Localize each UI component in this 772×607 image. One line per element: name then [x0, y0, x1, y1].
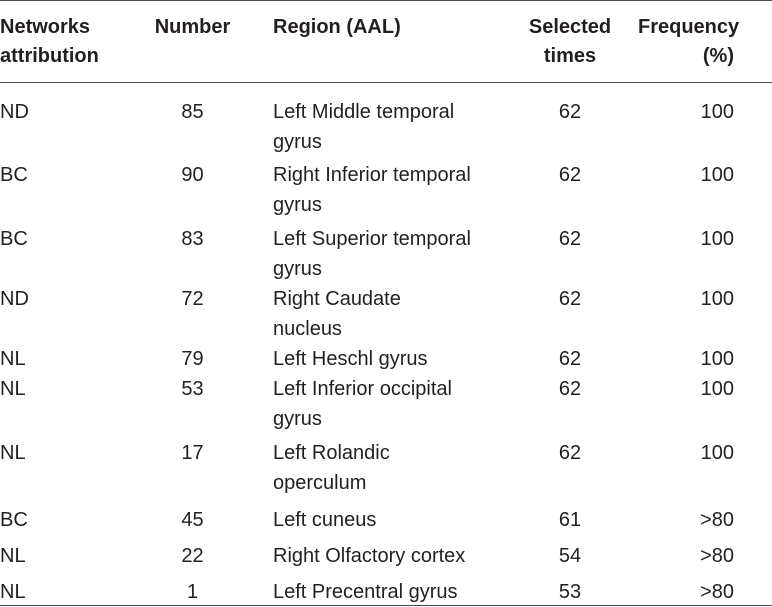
header-region: Region (AAL): [273, 16, 401, 38]
cell-selected-times: 62: [558, 164, 582, 186]
cell-selected-times: 62: [558, 101, 582, 123]
cell-frequency: 100: [700, 442, 734, 464]
cell-number: 83: [181, 228, 204, 250]
cell-selected-times: 62: [558, 288, 582, 310]
cell-region: Left cuneus: [273, 509, 377, 531]
cell-number: 72: [181, 288, 204, 310]
cell-selected-times: 54: [558, 545, 582, 567]
cell-selected-times: 62: [558, 442, 582, 464]
cell-number: 85: [181, 101, 204, 123]
cell-networks-attribution: BC: [0, 228, 28, 250]
cell-region: Left Rolandic operculum: [273, 442, 390, 494]
cell-networks-attribution: BC: [0, 164, 28, 186]
header-frequency: Frequency (%): [638, 16, 740, 67]
cell-number: 53: [181, 378, 204, 400]
cell-selected-times: 53: [558, 581, 582, 603]
cell-frequency: >80: [700, 509, 734, 531]
cell-networks-attribution: NL: [0, 348, 26, 370]
header-rule: [0, 82, 772, 83]
cell-networks-attribution: NL: [0, 378, 26, 400]
cell-selected-times: 62: [558, 348, 582, 370]
cell-networks-attribution: ND: [0, 288, 29, 310]
cell-number: 17: [181, 442, 204, 464]
header-number: Number: [154, 16, 231, 38]
cell-frequency: 100: [700, 101, 734, 123]
cell-region: Left Precentral gyrus: [273, 581, 458, 603]
cell-frequency: >80: [700, 581, 734, 603]
cell-networks-attribution: ND: [0, 101, 29, 123]
cell-region: Right Inferior temporal gyrus: [273, 164, 471, 216]
cell-selected-times: 62: [558, 378, 582, 400]
cell-frequency: 100: [700, 228, 734, 250]
cell-number: 1: [186, 581, 199, 603]
cell-selected-times: 62: [558, 228, 582, 250]
cell-frequency: 100: [700, 164, 734, 186]
cell-region: Left Middle temporal gyrus: [273, 101, 455, 153]
cell-frequency: 100: [700, 378, 734, 400]
cell-region: Left Superior temporal gyrus: [273, 228, 471, 280]
cell-number: 79: [181, 348, 204, 370]
cell-region: Left Inferior occipital gyrus: [273, 378, 452, 430]
cell-networks-attribution: NL: [0, 545, 26, 567]
cell-networks-attribution: BC: [0, 509, 28, 531]
cell-number: 22: [181, 545, 204, 567]
cell-region: Left Heschl gyrus: [273, 348, 428, 370]
cell-frequency: 100: [700, 288, 734, 310]
cell-networks-attribution: NL: [0, 581, 26, 603]
cell-frequency: >80: [700, 545, 734, 567]
cell-number: 45: [181, 509, 204, 531]
cell-networks-attribution: NL: [0, 442, 26, 464]
header-networks-attribution: Networks attribution: [0, 16, 99, 67]
top-rule: [0, 0, 772, 1]
cell-number: 90: [181, 164, 204, 186]
cell-region: Right Olfactory cortex: [273, 545, 466, 567]
cell-selected-times: 61: [558, 509, 582, 531]
header-selected-times: Selected times: [528, 16, 612, 67]
cell-region: Right Caudate nucleus: [273, 288, 401, 340]
cell-frequency: 100: [700, 348, 734, 370]
